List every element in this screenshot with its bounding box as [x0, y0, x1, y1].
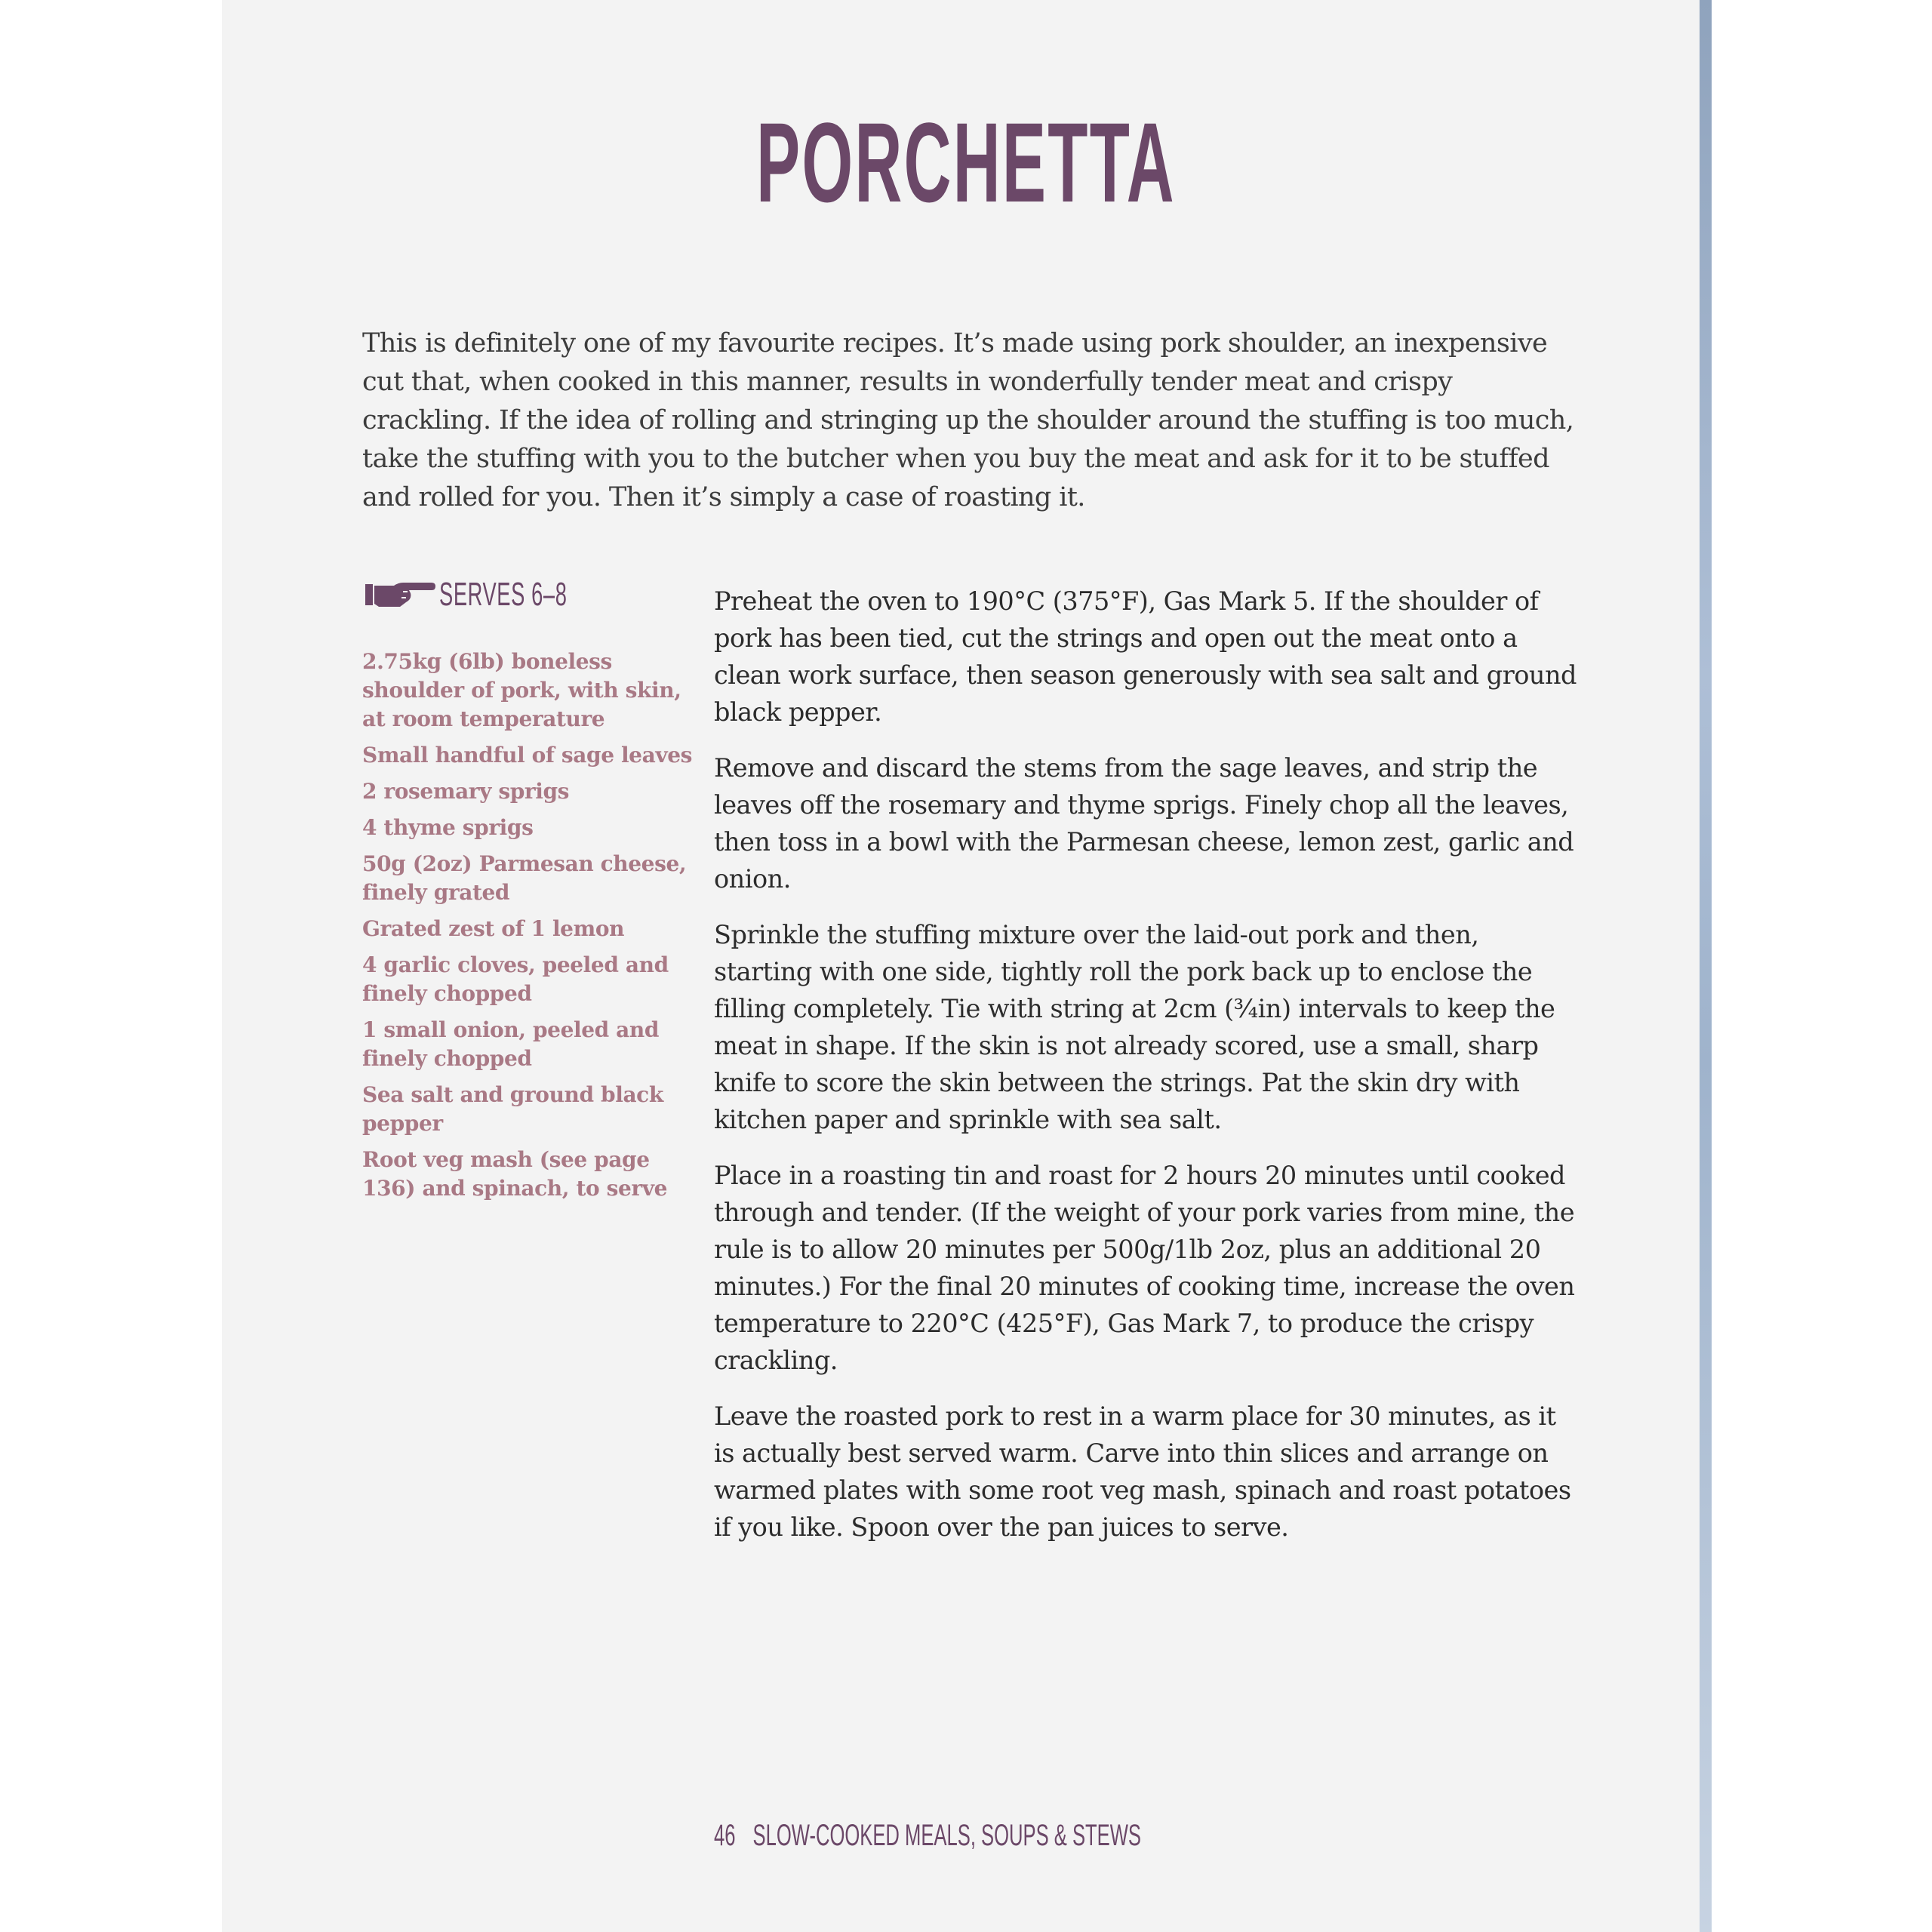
- method-step: Place in a roasting tin and roast for 2 hours 20 minutes until cooked through and tender. (If the weight of your pork varies from mine, the rule is to allow 20 minutes per 500g/1lb 2oz, plus an additional 20 minutes.) For the final 20 minutes of cooking time, increase the oven temperature to 220°C (425°F), Gas Mark 7, to produce the crispy crackling.: [714, 1161, 1575, 1375]
- pointing-hand-icon: [364, 578, 436, 611]
- serves-heading: [364, 577, 645, 613]
- serves-label: SERVES 6–8: [439, 576, 568, 613]
- recipe-intro: This is definitely one of my favourite recipes. It’s made using pork shoulder, an inexpensive cut that, when cooked in this manner, results in wonderfully tender meat and crispy crackling. If the idea of rolling and stringing up the shoulder around the stuffing is too much, take the stuffing with you to the butcher when you buy the meat and ask for it to be stuffed and rolled for you. Then it’s simply a case of roasting it.: [362, 328, 1574, 512]
- ingredient-item: 4 thyme sprigs: [362, 815, 534, 840]
- ingredient-item: 2 rosemary sprigs: [362, 779, 570, 804]
- ingredient-item: 2.75kg (6lb) boneless shoulder of pork, with skin, at room temperature: [362, 649, 681, 731]
- ingredient-item: Root veg mash (see page 136) and spinach, to serve: [362, 1147, 668, 1201]
- ingredient-item: 1 small onion, peeled and finely chopped: [362, 1017, 660, 1071]
- method-step: Sprinkle the stuffing mixture over the laid-out pork and then, starting with one side, tightly roll the pork back up to enclose the filling completely. Tie with string at 2cm (¾in) intervals to keep the meat in shape. If the skin is not already scored, use a small, sharp knife to score the skin between the strings. Pat the skin dry with kitchen paper and sprinkle with sea salt.: [714, 920, 1555, 1134]
- section-title: SLOW-COOKED MEALS, SOUPS & STEWS: [752, 1818, 1141, 1852]
- page-footer: [714, 1813, 1141, 1858]
- ingredient-item: 50g (2oz) Parmesan cheese, finely grated: [362, 851, 687, 905]
- ingredient-item: Grated zest of 1 lemon: [362, 916, 625, 941]
- ingredient-item: 4 garlic cloves, peeled and finely chopped: [362, 952, 669, 1006]
- method-step: Remove and discard the stems from the sage leaves, and strip the leaves off the rosemary and thyme sprigs. Finely chop all the leaves, then toss in a bowl with the Parmesan cheese, lemon zest, garlic and onion.: [714, 753, 1574, 894]
- method-steps: [714, 583, 1582, 1564]
- method-step: Leave the roasted pork to rest in a warm place for 30 minutes, as it is actually best served warm. Carve into thin slices and arrange on warmed plates with some root veg mash, spinach and roast potatoes if you like. Spoon over the pan juices to serve.: [714, 1401, 1571, 1542]
- facing-page-edge: [1700, 0, 1712, 1932]
- recipe-title: PORCHETTA: [756, 99, 1176, 226]
- page-number: 46: [714, 1818, 736, 1852]
- ingredient-item: Sea salt and ground black pepper: [362, 1082, 663, 1136]
- method-step: Preheat the oven to 190°C (375°F), Gas Mark 5. If the shoulder of pork has been tied, cut the strings and open out the meat onto a clean work surface, then season generously with sea salt and ground black pepper.: [714, 586, 1577, 727]
- ingredient-item: Small handful of sage leaves: [362, 743, 692, 768]
- ingredient-list: [362, 648, 694, 1211]
